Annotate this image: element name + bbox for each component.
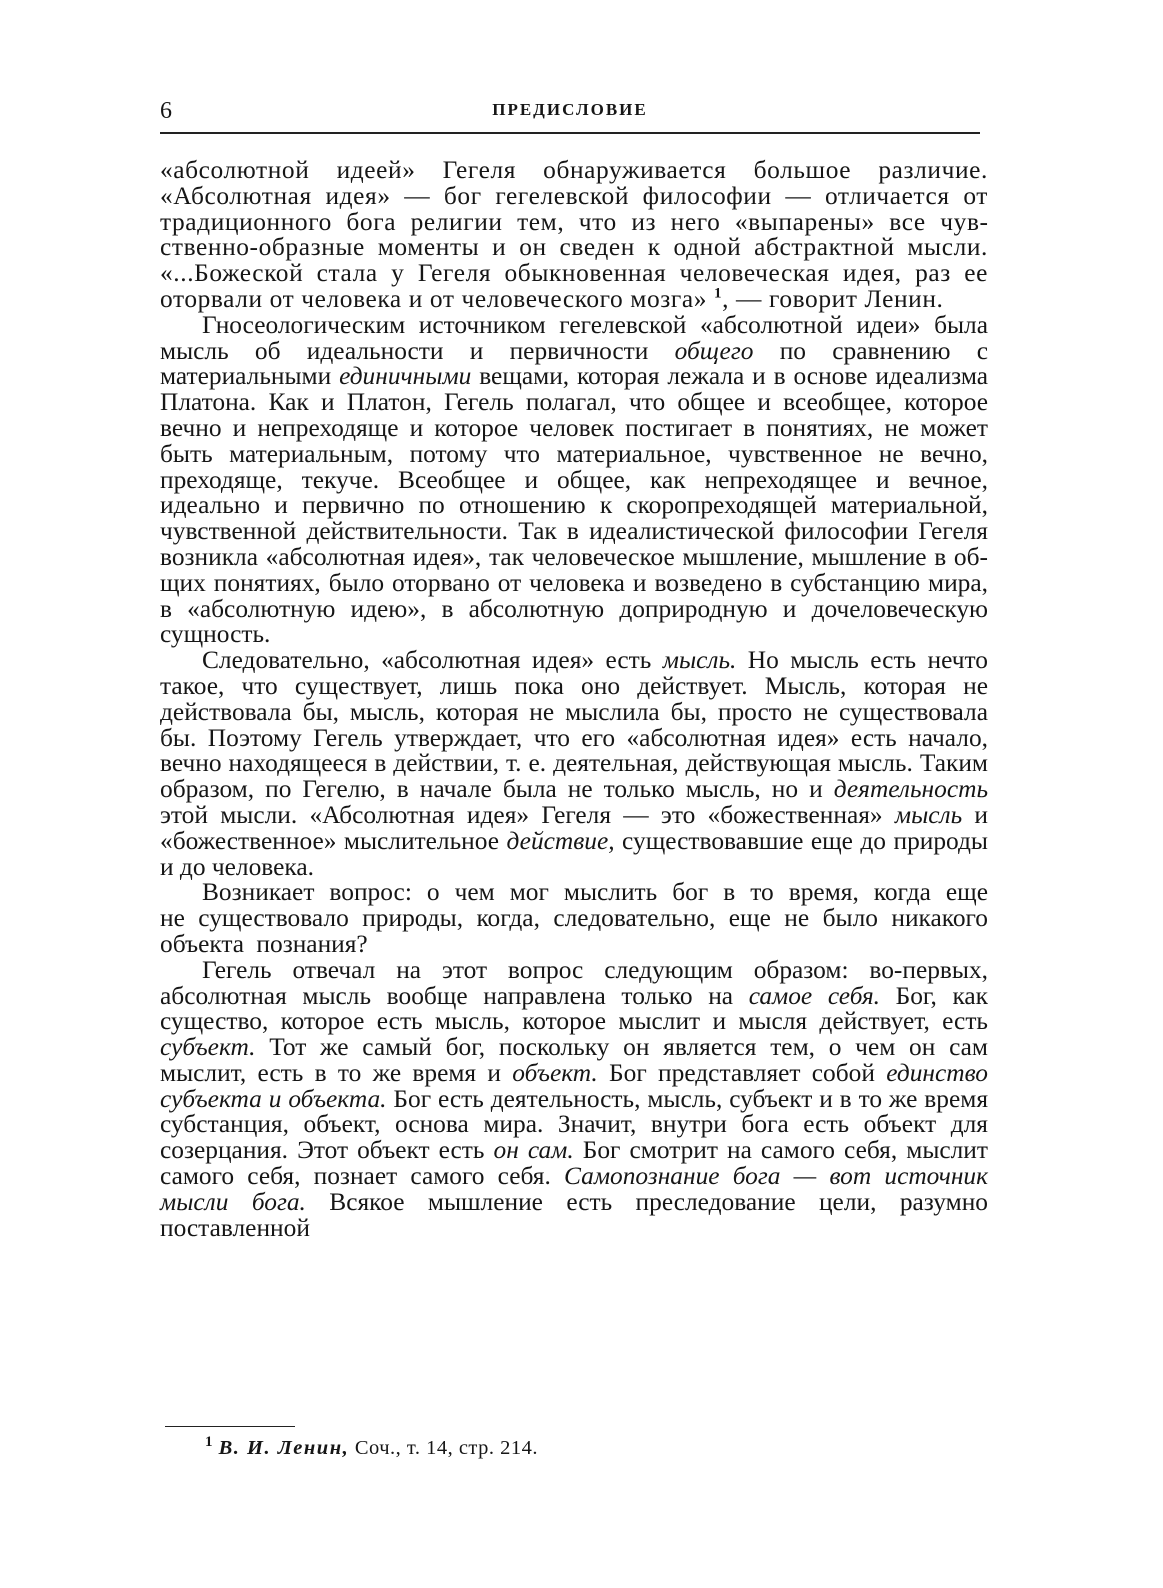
paragraph-4 xyxy=(160,880,988,957)
text-run: Возникает вопрос: о чем мог мыслить бог в то время, когда еще не существовало природы, когда, следовательно, еще не было никакого объекта познания? xyxy=(160,878,988,958)
paragraph-1 xyxy=(160,158,988,313)
text-run: «абсолютной идеей» Гегеля обнаруживается большое различие. «Абсолютная идея» — бог гегелевской философии — отличается от традиционного бога религии тем, что из него «выпарены» все чувственно-образные моменты и он сведен к одной абстрактной мысли. «...Божеской стала у Гегеля обыкновенная человеческая идея, раз ее оторвали от человека и от человеческого мозга» xyxy=(160,156,988,313)
paragraph-5 xyxy=(160,955,988,1242)
text-run: Тот же самый бог, поскольку он является тем, о чем он сам мыслит, есть в то же время и xyxy=(160,1033,988,1087)
footnote-author: В. И. Ленин, xyxy=(218,1437,350,1459)
text-run: Всякое мышление есть преследование цели, разумно поставленной xyxy=(160,1187,988,1242)
emphasis-text: единство субъекта и объекта. xyxy=(160,1058,988,1113)
page-header xyxy=(160,98,980,134)
text-run: существовавшие еще до природы и до человека. xyxy=(160,826,988,881)
text-run: этой мысли. «Абсолютная идея» Гегеля — это «божественная» xyxy=(160,800,895,829)
text-run: по сравнению с материальными xyxy=(160,336,988,391)
footnote-divider xyxy=(165,1426,295,1427)
emphasis-text: деятельность xyxy=(833,775,988,804)
emphasis-text: мысль. xyxy=(662,646,737,675)
text-run: Гегель отвечал на этот вопрос следующим образом: во-первых, абсолютная мысль вообще направлена только на xyxy=(160,955,988,1010)
emphasis-text: действие, xyxy=(506,826,615,855)
page-number: 6 xyxy=(160,98,172,124)
text-run: , — говорит Ленин. xyxy=(722,284,944,313)
footnote xyxy=(205,1434,539,1460)
paragraph-2 xyxy=(160,310,988,649)
footnote-citation: Соч., т. 14, стр. 214. xyxy=(349,1437,539,1459)
emphasis-text: субъект. xyxy=(160,1033,256,1062)
footnote-marker: 1 xyxy=(205,1434,213,1451)
text-run: и «божественное» мыслительное xyxy=(160,800,989,855)
footnote-ref: 1 xyxy=(714,285,723,302)
text-run: Бог смотрит на самого себя, мыслит самого себя, познает самого себя. xyxy=(160,1136,988,1191)
text-run: вещами, которая лежала и в основе идеализма Платона. Как и Платон, Гегель полагал, что общее и всеобщее, которое вечно и непреходяще и которое человек постигает в понятиях, не может быть материальным, потому что материальное, чувственное не вечно, преходяще, текуче. Всеобщее и общее, как непреходящее и вечное, идеально и первично по отношению к скоропреходящей материальной, чувственной действительности. Так в идеалистической философии Гегеля возникла «абсолютная идея», так человеческое мышление, мышление в общих понятиях, было оторвано от человека и возведено в субстанцию мира, в «абсолютную идею», в абсолютную доприродную и дочеловеческую сущность. xyxy=(160,362,988,649)
text-run: Следовательно, «абсолютная идея» есть xyxy=(202,646,663,675)
emphasis-text: самое себя. xyxy=(748,981,880,1010)
emphasis-text: общего xyxy=(674,336,754,365)
text-run: Бог представляет собой xyxy=(597,1058,887,1087)
emphasis-text: он сам. xyxy=(493,1136,574,1165)
text-run: Гносеологическим источником гегелевской «абсолютной идеи» была мысль об идеальности и первичности xyxy=(160,310,988,365)
text-run: Но мысль есть нечто такое, что существует, лишь пока оно действует. Мысль, которая не действовала бы, мысль, которая не мыслила бы, просто не существовала бы. Поэтому Гегель утверждает, что его «абсолютная идея» есть начало, вечно находящееся в действии, т. е. деятельная, действующая мысль. Таким образом, по Гегелю, в начале была не только мысль, но и xyxy=(160,646,988,804)
text-run: Бог, как существо, которое есть мысль, которое мыслит и мысля действует, есть xyxy=(160,981,988,1036)
running-title: ПРЕДИСЛОВИЕ xyxy=(492,100,648,119)
text-run: Бог есть деятельность, мысль, субъект и в то же время субстанция, объект, основа мира. Значит, внутри бога есть объект для созерцания. Этот объект есть xyxy=(160,1084,988,1165)
emphasis-text: единичными xyxy=(339,362,472,391)
emphasis-text: объект. xyxy=(512,1058,598,1087)
emphasis-text: мысль xyxy=(894,800,963,829)
emphasis-text: Самопознание бога — вот источник мысли бога. xyxy=(160,1162,988,1216)
paragraph-3 xyxy=(160,648,988,880)
body-text xyxy=(160,158,988,1241)
